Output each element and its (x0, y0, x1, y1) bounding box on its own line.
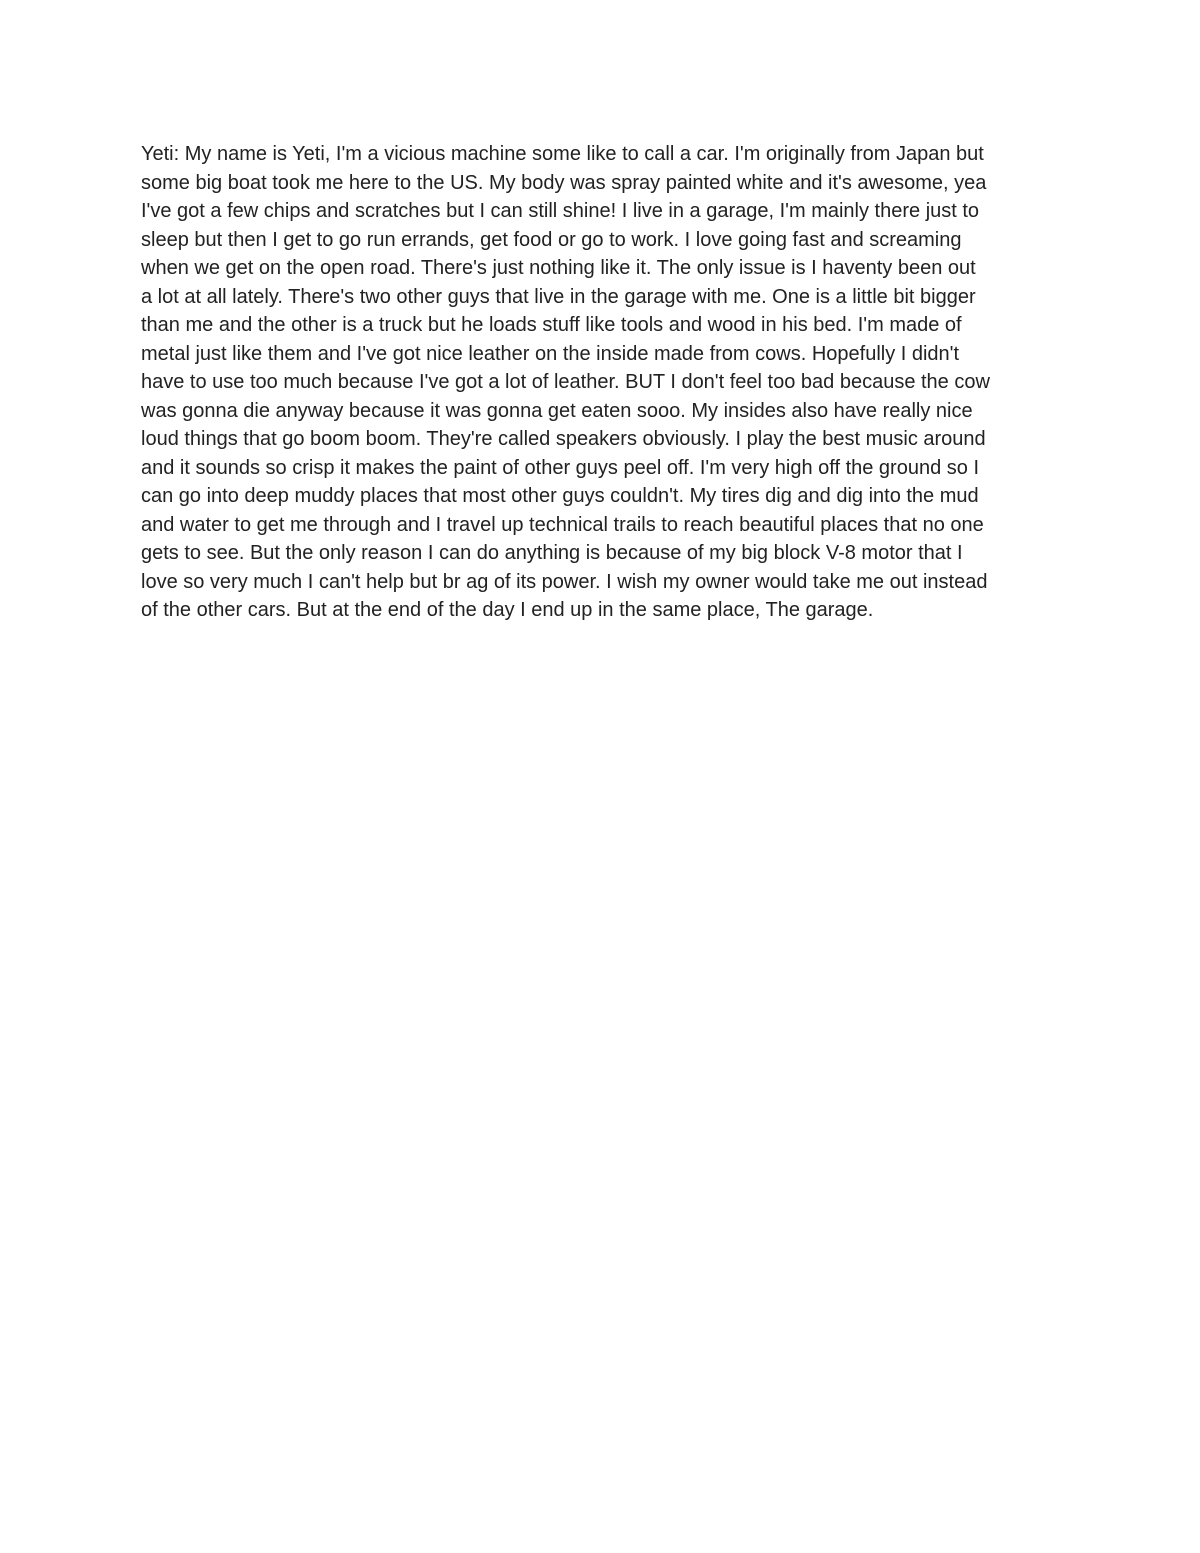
text-line: have to use too much because I've got a lot of leather. BUT I don't feel too bad because the cow (141, 371, 990, 393)
text-line: love so very much I can't help but br ag of its power. I wish my owner would take me out instead (141, 570, 988, 593)
text-line: and it sounds so crisp it makes the paint of other guys peel off. I'm very high off the ground so I (141, 456, 979, 479)
text-line: loud things that go boom boom. They're called speakers obviously. I play the best music around (141, 428, 986, 450)
text-line: Yeti: My name is Yeti, I'm a vicious machine some like to call a car. I'm originally from Japan but (141, 143, 984, 165)
text-line: was gonna die anyway because it was gonna get eaten sooo. My insides also have really nice (141, 399, 973, 422)
text-line: I've got a few chips and scratches but I can still shine! I live in a garage, I'm mainly there just to (141, 200, 980, 222)
text-line: when we get on the open road. There's just nothing like it. The only issue is I haventy been out (141, 257, 976, 279)
text-line: a lot at all lately. There's two other guys that live in the garage with me. One is a little bit bigger (141, 285, 976, 308)
text-line: of the other cars. But at the end of the day I end up in the same place, The garage. (141, 599, 874, 621)
text-line: metal just like them and I've got nice leather on the inside made from cows. Hopefully I didn't (141, 342, 960, 365)
text-line: gets to see. But the only reason I can do anything is because of my big block V-8 motor that I (141, 542, 963, 564)
text-line: sleep but then I get to go run errands, get food or go to work. I love going fast and screaming (141, 228, 962, 251)
text-line: can go into deep muddy places that most other guys couldn't. My tires dig and dig into the mud (141, 485, 979, 507)
document-paragraph (141, 140, 1071, 625)
text-line: some big boat took me here to the US. My body was spray painted white and it's awesome, yea (141, 171, 987, 194)
text-line: and water to get me through and I travel up technical trails to reach beautiful places that no one (141, 513, 984, 536)
text-line: than me and the other is a truck but he loads stuff like tools and wood in his bed. I'm made of (141, 314, 962, 336)
